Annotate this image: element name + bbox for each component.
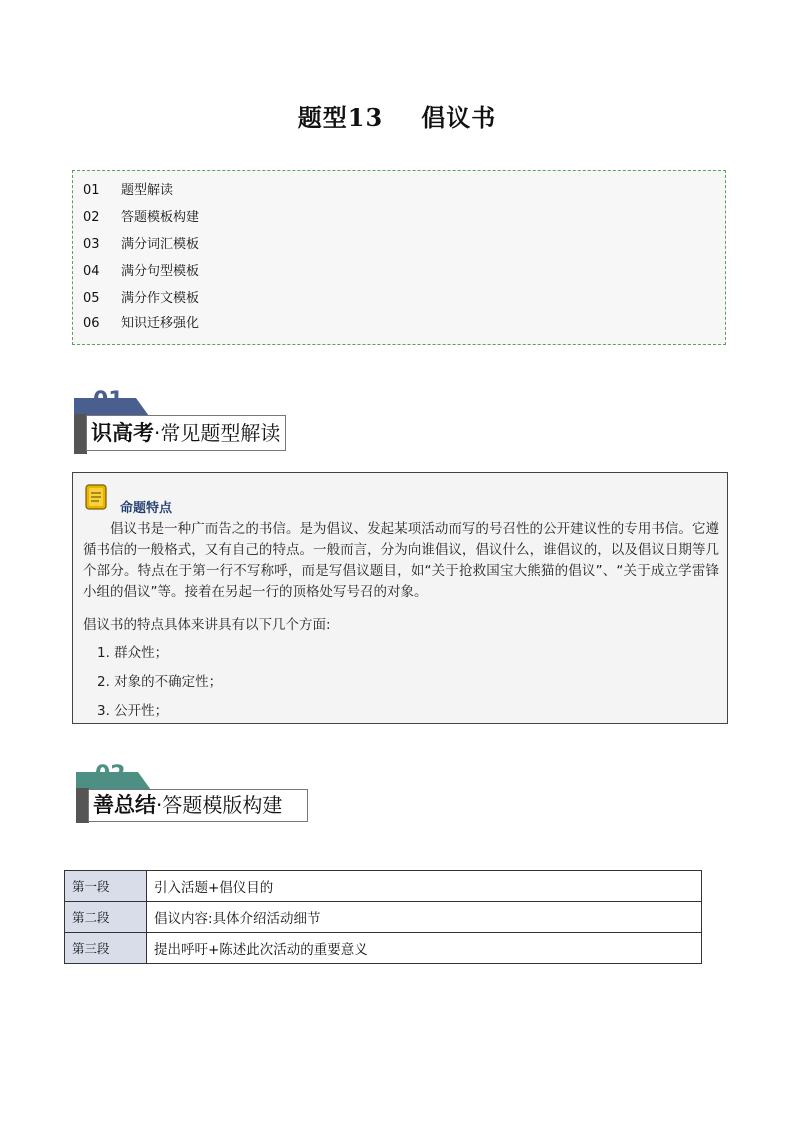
toc-item: 01 题型解读 bbox=[83, 183, 174, 198]
paragraph-label: 第三段 bbox=[65, 933, 147, 964]
paragraph-label: 第二段 bbox=[65, 902, 147, 933]
list-item: 1. 群众性； bbox=[97, 645, 169, 661]
list-item: 3. 公开性； bbox=[97, 703, 169, 719]
section-heading: 识高考·常见题型解读 bbox=[86, 415, 286, 451]
section-number: 01 bbox=[93, 388, 124, 413]
question-features-panel bbox=[72, 472, 728, 724]
answer-template-table bbox=[64, 870, 702, 964]
section-number: 02 bbox=[95, 762, 126, 787]
paragraph-content: 倡议内容:具体介绍活动细节 bbox=[147, 902, 702, 933]
section-banner-01 bbox=[74, 388, 294, 458]
list-item: 2. 对象的不确定性； bbox=[97, 674, 223, 690]
page-title bbox=[0, 98, 794, 133]
paragraph-label: 第一段 bbox=[65, 871, 147, 902]
table-of-contents bbox=[72, 170, 726, 345]
paragraph-content: 引入活题+倡仪目的 bbox=[147, 871, 702, 902]
title-main: 倡议书 bbox=[421, 103, 497, 132]
panel-heading: 命题特点 bbox=[120, 501, 173, 516]
section-banner-02 bbox=[76, 762, 316, 832]
panel-paragraph: 倡议书是一种广而告之的书信。是为倡议、发起某项活动而写的号召性的公开建议性的专用书信。它遵循书信的一般格式，又有自己的特点。一般而言，分为向谁倡议，倡议什么，谁倡议的，以及倡议日期等几个部分。特点在于第一行不写称呼，而是写倡议题目，如“关于抢救国宝大熊猫的倡议”、“关于成立学雷锋小组的倡议”等。接着在另起一行的顶格处写号召的对象。 bbox=[83, 521, 719, 600]
toc-item: 02 答题模板构建 bbox=[83, 210, 200, 225]
table-row bbox=[65, 933, 702, 964]
toc-item: 05 满分作文模板 bbox=[83, 291, 200, 306]
title-prefix: 题型13 bbox=[297, 103, 384, 132]
table-row bbox=[65, 902, 702, 933]
paragraph-content: 提出呼吁+陈述此次活动的重要意义 bbox=[147, 933, 702, 964]
section-heading: 善总结·答题模版构建 bbox=[88, 789, 308, 822]
toc-item: 03 满分词汇模板 bbox=[83, 237, 200, 252]
toc-item: 06 知识迁移强化 bbox=[83, 316, 200, 331]
table-row bbox=[65, 871, 702, 902]
panel-intro: 倡议书的特点具体来讲具有以下几个方面: bbox=[83, 617, 331, 633]
toc-item: 04 满分句型模板 bbox=[83, 264, 200, 279]
notepad-icon bbox=[85, 484, 107, 510]
